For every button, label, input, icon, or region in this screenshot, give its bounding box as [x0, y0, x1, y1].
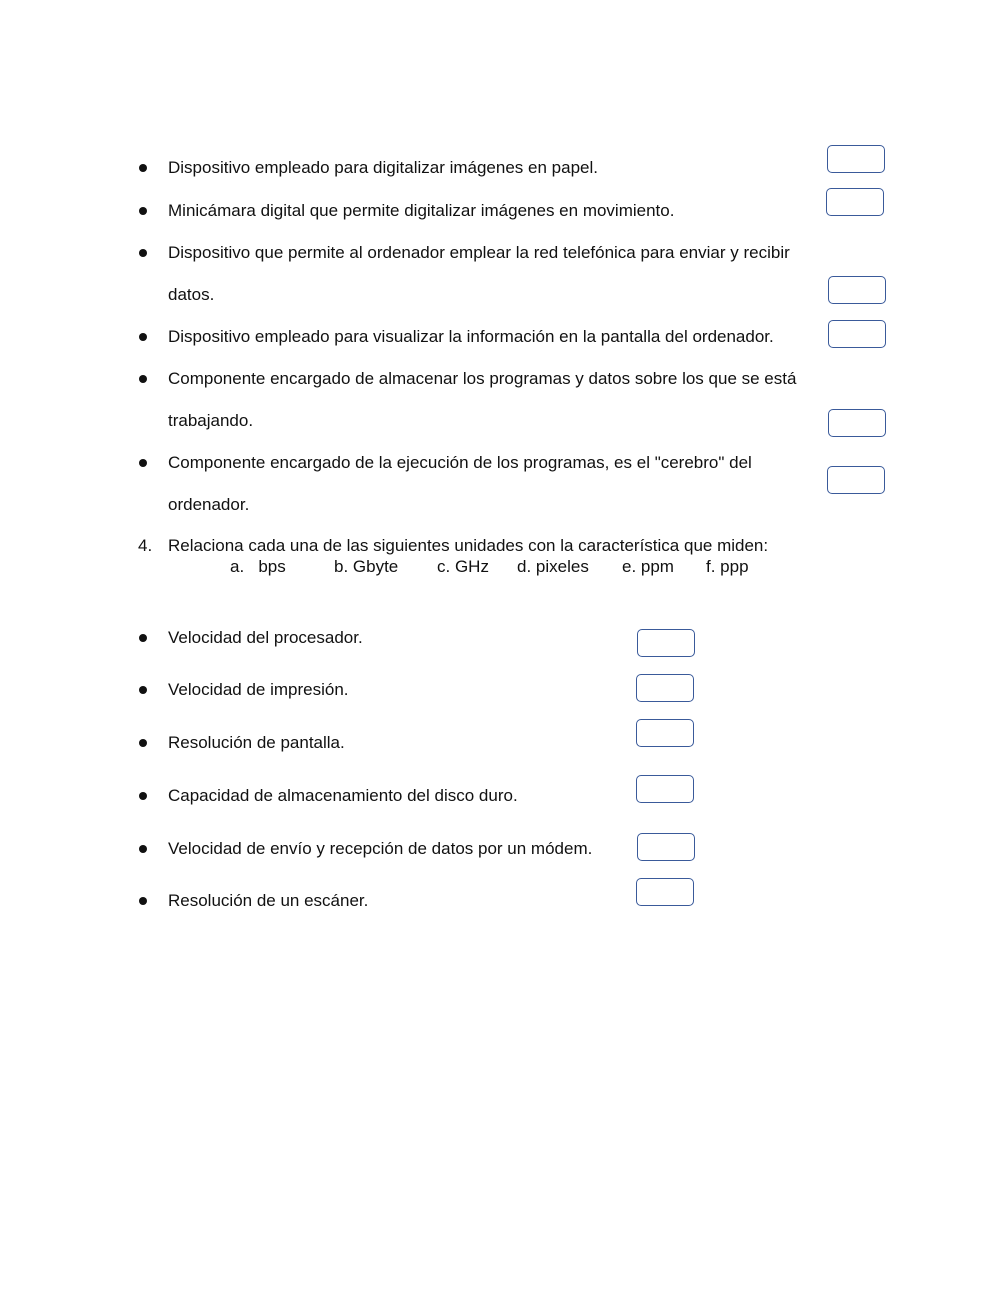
question-number: 4.: [138, 536, 153, 555]
list-item: Dispositivo empleado para digitalizar imágenes en papel.: [168, 158, 598, 177]
bullet: [139, 897, 147, 905]
unit-option: b. Gbyte: [334, 557, 399, 576]
list-item: Resolución de un escáner.: [168, 891, 369, 910]
bullet: [139, 634, 147, 642]
answer-input[interactable]: [636, 674, 694, 702]
bullet: [139, 459, 147, 467]
list-item-continuation: ordenador.: [168, 495, 250, 514]
list-item: Resolución de pantalla.: [168, 733, 345, 752]
list-item: Dispositivo empleado para visualizar la información en la pantalla del ordenador.: [168, 327, 774, 346]
answer-input[interactable]: [828, 409, 886, 437]
bullet: [139, 739, 147, 747]
list-item: Componente encargado de almacenar los programas y datos sobre los que se está: [168, 369, 797, 388]
bullet: [139, 207, 147, 215]
unit-option: c. GHz: [437, 557, 489, 576]
list-item: Minicámara digital que permite digitalizar imágenes en movimiento.: [168, 201, 675, 220]
unit-option: a. bps: [230, 557, 286, 576]
list-item: Capacidad de almacenamiento del disco duro.: [168, 786, 518, 805]
answer-input[interactable]: [637, 833, 695, 861]
list-item: Dispositivo que permite al ordenador emplear la red telefónica para enviar y recibir: [168, 243, 790, 262]
answer-input[interactable]: [827, 145, 885, 173]
list-item: Velocidad del procesador.: [168, 628, 363, 647]
bullet: [139, 164, 147, 172]
bullet: [139, 686, 147, 694]
bullet: [139, 845, 147, 853]
list-item: Velocidad de envío y recepción de datos por un módem.: [168, 839, 593, 858]
list-item: Velocidad de impresión.: [168, 680, 349, 699]
bullet: [139, 249, 147, 257]
answer-input[interactable]: [828, 276, 886, 304]
answer-input[interactable]: [827, 466, 885, 494]
answer-input[interactable]: [828, 320, 886, 348]
list-item: Componente encargado de la ejecución de los programas, es el "cerebro" del: [168, 453, 752, 472]
bullet: [139, 792, 147, 800]
answer-input[interactable]: [636, 719, 694, 747]
unit-option: f. ppp: [706, 557, 749, 576]
answer-input[interactable]: [636, 878, 694, 906]
bullet: [139, 333, 147, 341]
answer-input[interactable]: [636, 775, 694, 803]
list-item-continuation: datos.: [168, 285, 215, 304]
list-item-continuation: trabajando.: [168, 411, 254, 430]
unit-option: d. pixeles: [517, 557, 589, 576]
answer-input[interactable]: [826, 188, 884, 216]
unit-option: e. ppm: [622, 557, 674, 576]
answer-input[interactable]: [637, 629, 695, 657]
bullet: [139, 375, 147, 383]
question-prompt: Relaciona cada una de las siguientes unidades con la característica que miden:: [168, 536, 769, 555]
